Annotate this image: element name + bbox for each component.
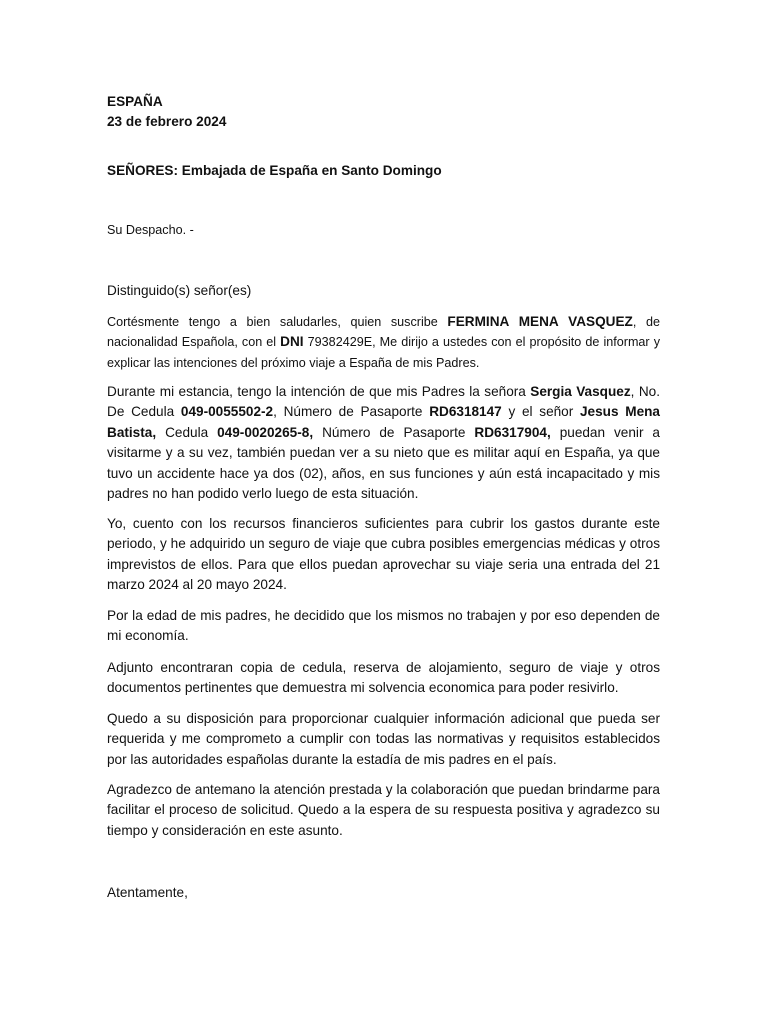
paragraph-attachments: Adjunto encontraran copia de cedula, reserva de alojamiento, seguro de viaje y otros documentos pertinentes que demuestra mi solvencia economica para poder resivirlo. xyxy=(107,660,660,696)
recipient-label: SEÑORES: xyxy=(107,163,179,178)
header-country: ESPAÑA xyxy=(107,94,163,109)
sender-name: FERMINA MENA VASQUEZ xyxy=(447,314,633,329)
paragraph-economy: Por la edad de mis padres, he decidido que los mismos no trabajen y por eso dependen de mi economía. xyxy=(107,608,660,644)
paragraph-intro: Cortésmente tengo a bien saludarles, quien suscribe FERMINA MENA VASQUEZ, de nacionalidad Española, con el DNI 79382429E, Me dirijo a ustedes con el propósito de informar y explicar las intenciones del próximo viaje a España de mis Padres. xyxy=(107,314,661,370)
recipient-name: Embajada de España en Santo Domingo xyxy=(181,163,442,178)
father-passport: RD6317904, xyxy=(474,424,551,440)
father-name: Jesus Mena Batista, xyxy=(107,404,660,440)
paragraph-thanks: Agradezco de antemano la atención prestada y la colaboración que puedan brindarme para facilitar el proceso de solicitud. Quedo a la espera de su respuesta positiva y agradezco su tiempo y consideración en este asunto. xyxy=(107,782,660,838)
paragraph-parents: Durante mi estancia, tengo la intención de que mis Padres la señora Sergia Vasquez, No. De Cedula 049-0055502-2, Número de Pasaporte RD6318147 y el señor Jesus Mena Batista, Cedula 049-0020265-8, Número de Pasaporte RD6317904, puedan venir a visitarme y a su vez, también puedan ver a su nieto que es militar aquí en España, ya que tuvo un accidente hace ya dos (02), años, en sus funciones y aún está incapacitado y mis padres no han podido verlo luego de esta situación. xyxy=(107,384,660,502)
mother-name: Sergia Vasquez xyxy=(530,384,631,399)
paragraph-availability: Quedo a su disposición para proporcionar cualquier información adicional que pueda ser requerida y me comprometo a cumplir con todas las normativas y requisitos establecidos por las autoridades españolas durante la estadía de mis padres en el país. xyxy=(107,711,660,767)
header-date: 23 de febrero 2024 xyxy=(107,114,227,129)
mother-passport: RD6318147 xyxy=(429,404,502,420)
despacho-line: Su Despacho. - xyxy=(107,223,194,237)
mother-cedula: 049-0055502-2 xyxy=(180,404,274,420)
dni-label: DNI xyxy=(280,334,304,350)
father-cedula: 049-0020265-8, xyxy=(217,424,314,440)
salutation: Distinguido(s) señor(es) xyxy=(107,283,252,298)
paragraph-finances: Yo, cuento con los recursos financieros suficientes para cubrir los gastos durante este periodo, y he adquirido un seguro de viaje que cubra posibles emergencias médicas y otros imprevistos de ellos. Para que ellos puedan aprovechar su viaje seria una entrada del 21 marzo 2024 al 20 mayo 2024. xyxy=(107,516,660,593)
recipient-line xyxy=(107,161,660,181)
closing: Atentamente, xyxy=(107,885,188,900)
